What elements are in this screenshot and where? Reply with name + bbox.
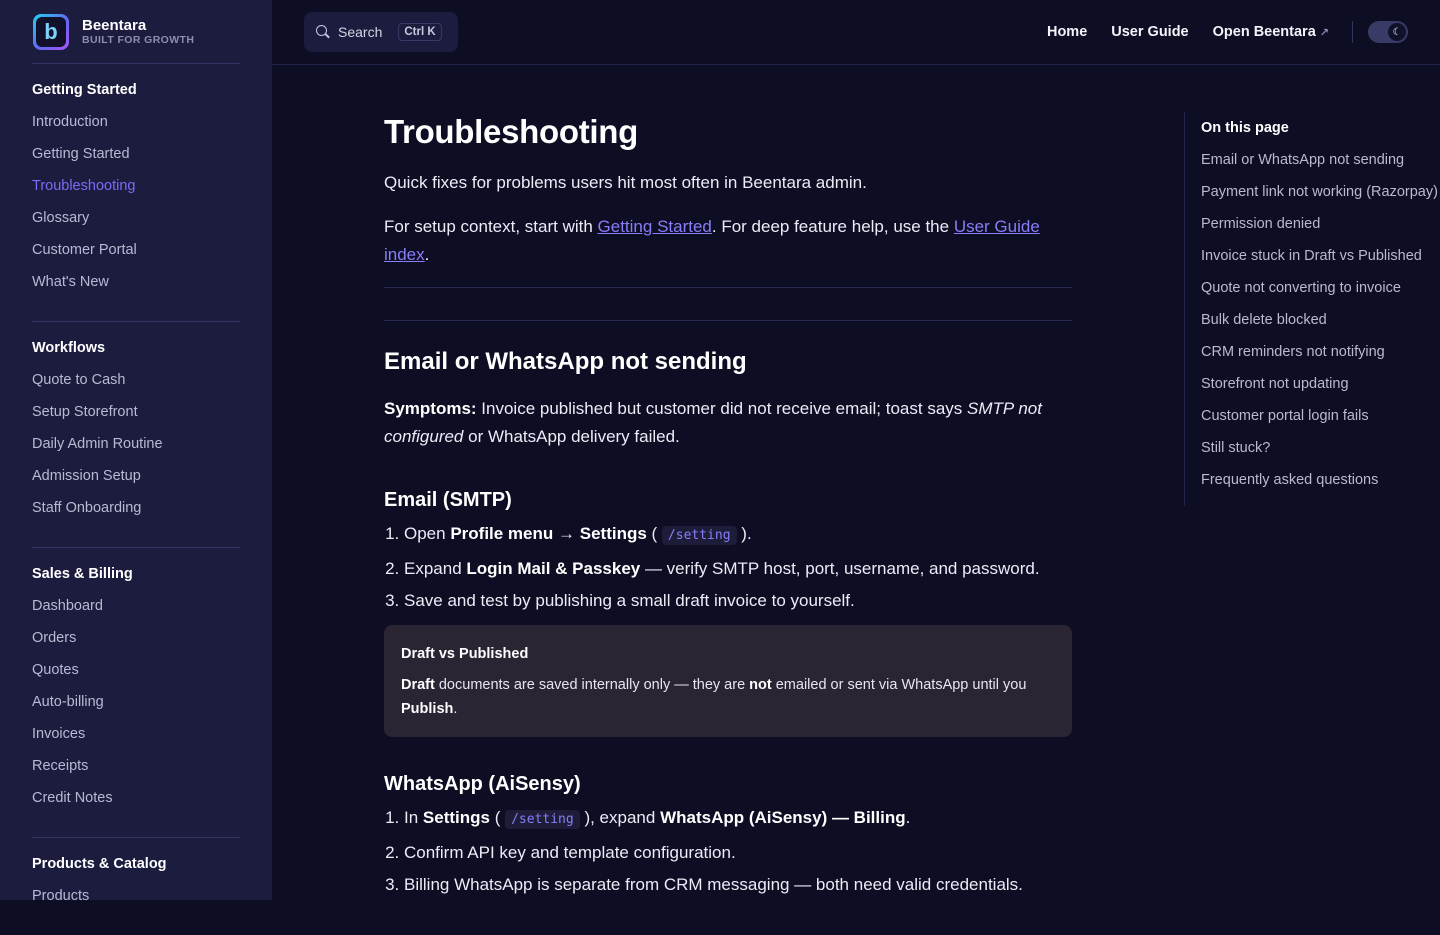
nav-open-beentara-label: Open Beentara: [1212, 24, 1316, 40]
main-content: [384, 112, 1072, 906]
step-text: Open: [404, 524, 451, 543]
email-steps-list: [384, 522, 1072, 613]
search-icon: [316, 25, 330, 39]
symptoms-paragraph: [384, 395, 1072, 451]
context-middle: . For deep feature help, use the: [711, 217, 954, 236]
list-item: [404, 522, 1072, 548]
theme-toggle[interactable]: [1368, 21, 1408, 43]
list-item: 2. Confirm API key and template configuration.: [404, 841, 1072, 865]
search-label: Search: [338, 24, 383, 40]
divider: [384, 287, 1072, 288]
toc-item[interactable]: Email or WhatsApp not sending: [1201, 152, 1405, 168]
sidebar-item-glossary[interactable]: Glossary: [32, 210, 90, 226]
symptoms-label: Symptoms:: [384, 399, 477, 418]
step-bold: Settings: [579, 524, 647, 543]
external-link-icon: ↗: [1319, 27, 1329, 39]
list-item: 3. Billing WhatsApp is separate from CRM messaging — both need valid credentials.: [404, 873, 1072, 897]
on-this-page-toc: [1184, 112, 1438, 506]
callout-bold: Draft: [401, 677, 435, 693]
brand-name: Beentara: [82, 17, 147, 34]
subheading-whatsapp-aisensy: WhatsApp (AiSensy): [384, 773, 581, 795]
toc-item[interactable]: Storefront not updating: [1201, 376, 1349, 392]
toc-item[interactable]: Quote not converting to invoice: [1201, 280, 1401, 296]
arrow-icon: →: [553, 524, 580, 543]
toc-item[interactable]: CRM reminders not notifying: [1201, 344, 1385, 360]
symptoms-text: Invoice published but customer did not receive email; toast says: [476, 399, 967, 418]
sidebar-item-orders[interactable]: Orders: [32, 630, 77, 646]
nav-divider: [1352, 21, 1353, 43]
sidebar-item-dashboard[interactable]: Dashboard: [32, 598, 103, 614]
sidebar-item-products[interactable]: Products: [32, 888, 90, 904]
beentara-logo-icon: [33, 14, 69, 50]
getting-started-link[interactable]: Getting Started: [597, 217, 712, 236]
sidebar-item-invoices[interactable]: Invoices: [32, 726, 86, 742]
sidebar-item-quote-to-cash[interactable]: Quote to Cash: [32, 372, 126, 388]
sidebar-item-credit-notes[interactable]: Credit Notes: [32, 790, 113, 806]
sidebar-item-customer-portal[interactable]: Customer Portal: [32, 242, 137, 258]
toc-item[interactable]: Bulk delete blocked: [1201, 312, 1327, 328]
step-text: .: [905, 808, 911, 827]
context-prefix: For setup context, start with: [384, 217, 598, 236]
sidebar-section-heading: Getting Started: [32, 82, 137, 98]
sidebar-item-admission-setup[interactable]: Admission Setup: [32, 468, 141, 484]
list-item: [404, 557, 1072, 581]
step-text: Expand: [404, 558, 467, 578]
brand-tagline: BUILT FOR GROWTH: [82, 34, 195, 46]
symptoms-text-end: or WhatsApp delivery failed.: [463, 427, 680, 446]
sidebar-item-quotes[interactable]: Quotes: [32, 662, 79, 678]
page-title: Troubleshooting: [384, 113, 638, 150]
top-header: [272, 0, 1440, 65]
whatsapp-steps-list: [384, 806, 1072, 897]
search-button[interactable]: [304, 12, 458, 52]
sidebar-section: [32, 837, 240, 935]
step-bold: Profile menu: [450, 524, 554, 543]
sidebar-item-getting-started[interactable]: Getting Started: [32, 146, 130, 162]
step-text: In: [404, 808, 423, 827]
step-text: (: [489, 808, 501, 827]
callout-bold: not: [749, 677, 772, 693]
sidebar-item-setup-storefront[interactable]: Setup Storefront: [32, 404, 138, 420]
step-text: ).: [741, 524, 752, 543]
toc-item[interactable]: Payment link not working (Razorpay): [1201, 184, 1438, 200]
list-item: [404, 806, 1072, 832]
search-shortcut: Ctrl K: [398, 23, 441, 41]
list-item: 3. Save and test by publishing a small draft invoice to yourself.: [404, 589, 1072, 613]
callout-text: emailed or sent via WhatsApp until you: [771, 677, 1027, 693]
callout-text: documents are saved internally only — they are: [434, 677, 750, 693]
toc-item[interactable]: Invoice stuck in Draft vs Published: [1201, 248, 1422, 264]
sidebar-section-heading: Sales & Billing: [32, 566, 133, 582]
sidebar-item-introduction[interactable]: Introduction: [32, 114, 108, 130]
step-bold: Settings: [422, 808, 490, 827]
callout-body: [401, 673, 1055, 721]
step-bold: Login Mail & Passkey: [466, 558, 641, 578]
step-text: ), expand: [584, 808, 661, 827]
top-nav: [1047, 0, 1329, 64]
context-paragraph: [384, 213, 1072, 269]
sidebar-item-troubleshooting[interactable]: Troubleshooting: [32, 178, 136, 194]
toc-item[interactable]: Frequently asked questions: [1201, 472, 1379, 488]
nav-home-link[interactable]: Home: [1046, 24, 1088, 40]
sidebar-nav: [32, 63, 240, 935]
sidebar-item-receipts[interactable]: Receipts: [32, 758, 89, 774]
symptoms-emphasis: SMTP not configured: [384, 399, 1042, 446]
sidebar-section-heading: Workflows: [32, 340, 106, 356]
nav-open-beentara-link[interactable]: [1213, 24, 1329, 40]
toc-item[interactable]: Permission denied: [1201, 216, 1321, 232]
moon-icon: ☾: [1388, 23, 1406, 41]
sidebar-section: [32, 547, 240, 837]
sidebar-item-auto-billing[interactable]: Auto-billing: [32, 694, 104, 710]
callout-text: .: [453, 701, 458, 717]
step-bold: WhatsApp (AiSensy) — Billing: [660, 808, 906, 827]
divider: [384, 320, 1072, 321]
section-heading-email-whatsapp: Email or WhatsApp not sending: [384, 348, 747, 375]
callout-draft-vs-published: [384, 625, 1072, 737]
brand[interactable]: [33, 13, 194, 51]
page-lead: Quick fixes for problems users hit most often in Beentara admin.: [384, 173, 867, 192]
user-guide-index-link[interactable]: User Guide index: [384, 217, 1040, 264]
toc-heading: On this page: [1201, 120, 1289, 136]
callout-title: Draft vs Published: [401, 646, 529, 662]
sidebar-item-what-s-new[interactable]: What's New: [32, 274, 109, 290]
subheading-email-smtp: Email (SMTP): [384, 489, 512, 511]
sidebar-section: [32, 321, 240, 547]
sidebar: [0, 0, 272, 904]
toc-item[interactable]: Customer portal login fails: [1201, 408, 1369, 424]
step-text: (: [646, 524, 658, 543]
context-suffix: .: [424, 245, 430, 264]
inline-code: /setting: [662, 526, 737, 545]
step-text: — verify SMTP host, port, username, and password.: [640, 558, 1040, 578]
callout-bold: Publish: [401, 701, 454, 717]
sidebar-section: [32, 63, 240, 321]
sidebar-item-staff-onboarding[interactable]: Staff Onboarding: [32, 500, 142, 516]
sidebar-item-daily-admin-routine[interactable]: Daily Admin Routine: [32, 436, 163, 452]
toc-item[interactable]: Still stuck?: [1201, 440, 1271, 456]
sidebar-section-heading: Products & Catalog: [32, 856, 167, 872]
inline-code: /setting: [505, 810, 580, 829]
nav-user-guide-link[interactable]: User Guide: [1111, 24, 1189, 40]
logo-letter: b: [36, 17, 66, 47]
